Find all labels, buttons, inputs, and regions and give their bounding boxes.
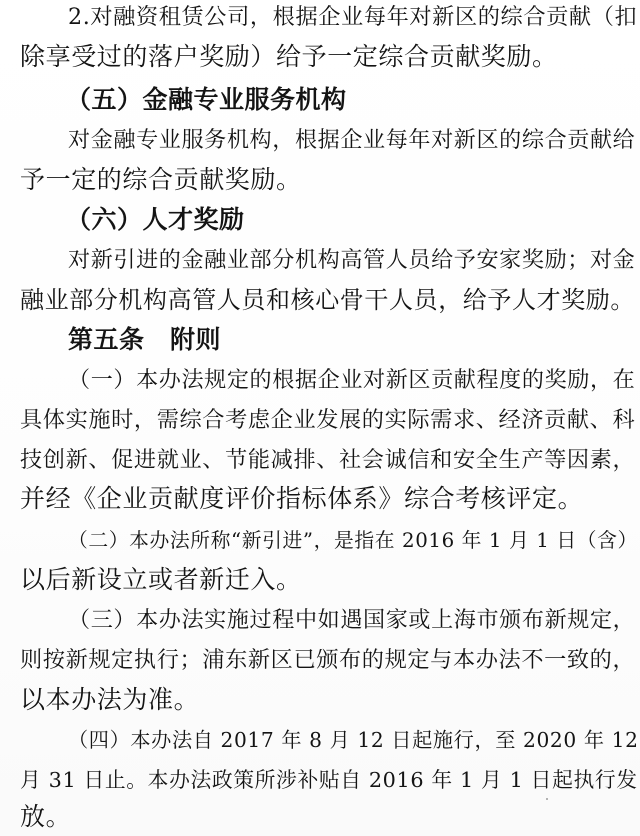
article-5-clause-1-line-4: 并经《企业贡献度评价指标体系》综合考核评定。 <box>20 484 584 513</box>
article-5-clause-4-line-3: 放。 <box>20 802 72 831</box>
article-5-clause-2-line-2: 以后新设立或者新迁入。 <box>20 565 302 594</box>
article-5-clause-1-line-3: 技创新、促进就业、节能减排、社会诚信和安全生产等因素， <box>20 447 636 473</box>
talent-line-1: 对新引进的金融业部分机构高管人员给予安家奖励；对金 <box>68 247 636 273</box>
article-5-clause-3-line-3: 以本办法为准。 <box>20 685 200 714</box>
lease-paragraph-line-1: 2.对融资租赁公司，根据企业每年对新区的综合贡献（扣 <box>68 4 638 30</box>
article-5-clause-4-line-2: 月 31 日止。本办法政策所涉补贴自 2016 年 1 月 1 日起执行发 <box>20 768 638 792</box>
article-5-clause-3-line-2: 则按新规定执行；浦东新区已颁布的规定与本办法不一致的， <box>20 647 636 673</box>
article-5-clause-2-line-1: （二）本办法所称“新引进”，是指在 2016 年 1 月 1 日（含） <box>68 529 638 552</box>
talent-line-2: 融业部分机构高管人员和核心骨干人员，给予人才奖励。 <box>20 286 635 314</box>
lease-paragraph-line-2: 除享受过的落户奖励）给予一定综合贡献奖励。 <box>20 42 558 71</box>
article-5-clause-1-line-1: （一）本办法规定的根据企业对新区贡献程度的奖励，在 <box>68 367 636 393</box>
article-5-heading: 第五条 附则 <box>68 325 222 354</box>
article-5-clause-3-line-1: （三）本办法实施过程中如遇国家或上海市颁布新规定， <box>68 607 636 633</box>
section-heading-finance-services: （五）金融专业服务机构 <box>66 85 347 114</box>
article-5-clause-1-line-2: 具体实施时，需综合考虑企业发展的实际需求、经济贡献、科 <box>20 407 636 433</box>
section-heading-talent: （六）人才奖励 <box>66 205 245 234</box>
finance-services-line-1: 对金融专业服务机构，根据企业每年对新区的综合贡献给 <box>68 127 636 153</box>
scan-speck <box>546 798 548 800</box>
finance-services-line-2: 予一定的综合贡献奖励。 <box>20 165 302 194</box>
article-5-clause-4-line-1: （四）本办法自 2017 年 8 月 12 日起施行，至 2020 年 12 <box>68 728 639 752</box>
